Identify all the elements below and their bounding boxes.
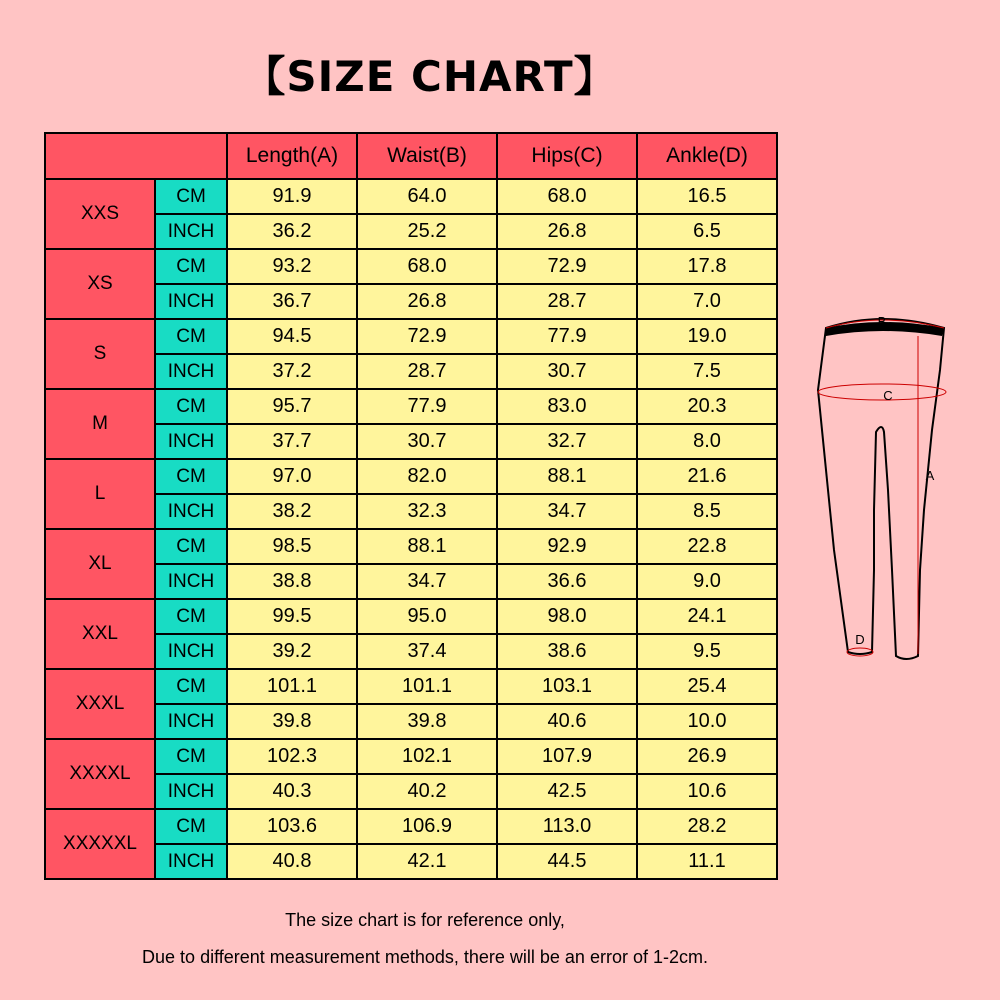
size-label: S — [45, 319, 155, 389]
value-cell: 28.2 — [637, 809, 777, 844]
value-cell: 38.8 — [227, 564, 357, 599]
unit-label: INCH — [155, 704, 227, 739]
table-row — [45, 599, 777, 634]
value-cell: 40.2 — [357, 774, 497, 809]
size-label: XXXXXL — [45, 809, 155, 879]
value-cell: 40.8 — [227, 844, 357, 879]
table-row — [45, 739, 777, 774]
value-cell: 28.7 — [357, 354, 497, 389]
value-cell: 9.0 — [637, 564, 777, 599]
value-cell: 7.0 — [637, 284, 777, 319]
value-cell: 88.1 — [497, 459, 637, 494]
unit-label: INCH — [155, 284, 227, 319]
value-cell: 17.8 — [637, 249, 777, 284]
size-label: XXL — [45, 599, 155, 669]
table-row — [45, 319, 777, 354]
table-body — [45, 179, 777, 879]
value-cell: 36.6 — [497, 564, 637, 599]
table-row — [45, 284, 777, 319]
leggings-diagram — [812, 310, 962, 670]
header-ankle: Ankle(D) — [637, 133, 777, 179]
value-cell: 99.5 — [227, 599, 357, 634]
size-chart-table — [44, 132, 778, 880]
value-cell: 83.0 — [497, 389, 637, 424]
value-cell: 64.0 — [357, 179, 497, 214]
value-cell: 16.5 — [637, 179, 777, 214]
table-row — [45, 389, 777, 424]
table-row — [45, 529, 777, 564]
table-header-row — [45, 133, 777, 179]
value-cell: 7.5 — [637, 354, 777, 389]
value-cell: 93.2 — [227, 249, 357, 284]
value-cell: 34.7 — [357, 564, 497, 599]
value-cell: 6.5 — [637, 214, 777, 249]
value-cell: 26.9 — [637, 739, 777, 774]
size-label: XXXXL — [45, 739, 155, 809]
value-cell: 101.1 — [357, 669, 497, 704]
value-cell: 37.2 — [227, 354, 357, 389]
value-cell: 102.1 — [357, 739, 497, 774]
label-c: C — [883, 388, 893, 403]
value-cell: 38.6 — [497, 634, 637, 669]
value-cell: 95.7 — [227, 389, 357, 424]
value-cell: 97.0 — [227, 459, 357, 494]
value-cell: 39.8 — [357, 704, 497, 739]
value-cell: 39.2 — [227, 634, 357, 669]
value-cell: 98.0 — [497, 599, 637, 634]
unit-label: CM — [155, 249, 227, 284]
value-cell: 37.4 — [357, 634, 497, 669]
unit-label: CM — [155, 319, 227, 354]
header-hips: Hips(C) — [497, 133, 637, 179]
value-cell: 42.1 — [357, 844, 497, 879]
value-cell: 32.7 — [497, 424, 637, 459]
unit-label: CM — [155, 669, 227, 704]
value-cell: 39.8 — [227, 704, 357, 739]
value-cell: 42.5 — [497, 774, 637, 809]
value-cell: 91.9 — [227, 179, 357, 214]
size-label: L — [45, 459, 155, 529]
value-cell: 26.8 — [357, 284, 497, 319]
header-waist: Waist(B) — [357, 133, 497, 179]
value-cell: 36.7 — [227, 284, 357, 319]
value-cell: 25.4 — [637, 669, 777, 704]
table-row — [45, 424, 777, 459]
leggings-outline — [818, 319, 944, 659]
unit-label: INCH — [155, 774, 227, 809]
header-corner — [45, 133, 227, 179]
value-cell: 82.0 — [357, 459, 497, 494]
value-cell: 10.6 — [637, 774, 777, 809]
unit-label: INCH — [155, 214, 227, 249]
table-row — [45, 669, 777, 704]
value-cell: 21.6 — [637, 459, 777, 494]
unit-label: CM — [155, 389, 227, 424]
value-cell: 107.9 — [497, 739, 637, 774]
unit-label: CM — [155, 529, 227, 564]
value-cell: 98.5 — [227, 529, 357, 564]
value-cell: 102.3 — [227, 739, 357, 774]
value-cell: 77.9 — [357, 389, 497, 424]
table-row — [45, 704, 777, 739]
value-cell: 32.3 — [357, 494, 497, 529]
value-cell: 40.6 — [497, 704, 637, 739]
unit-label: CM — [155, 809, 227, 844]
value-cell: 68.0 — [497, 179, 637, 214]
label-b: B — [877, 314, 887, 329]
value-cell: 20.3 — [637, 389, 777, 424]
value-cell: 19.0 — [637, 319, 777, 354]
table-row — [45, 179, 777, 214]
value-cell: 68.0 — [357, 249, 497, 284]
unit-label: CM — [155, 739, 227, 774]
unit-label: INCH — [155, 424, 227, 459]
value-cell: 37.7 — [227, 424, 357, 459]
value-cell: 88.1 — [357, 529, 497, 564]
value-cell: 72.9 — [357, 319, 497, 354]
value-cell: 8.5 — [637, 494, 777, 529]
value-cell: 40.3 — [227, 774, 357, 809]
value-cell: 106.9 — [357, 809, 497, 844]
unit-label: INCH — [155, 354, 227, 389]
value-cell: 25.2 — [357, 214, 497, 249]
value-cell: 8.0 — [637, 424, 777, 459]
table-row — [45, 494, 777, 529]
value-cell: 92.9 — [497, 529, 637, 564]
unit-label: CM — [155, 599, 227, 634]
table-row — [45, 459, 777, 494]
unit-label: INCH — [155, 634, 227, 669]
size-label: XS — [45, 249, 155, 319]
table-row — [45, 249, 777, 284]
table-row — [45, 844, 777, 879]
value-cell: 30.7 — [497, 354, 637, 389]
size-label: XXXL — [45, 669, 155, 739]
value-cell: 77.9 — [497, 319, 637, 354]
value-cell: 24.1 — [637, 599, 777, 634]
table-row — [45, 809, 777, 844]
unit-label: CM — [155, 179, 227, 214]
value-cell: 103.1 — [497, 669, 637, 704]
value-cell: 113.0 — [497, 809, 637, 844]
table-row — [45, 214, 777, 249]
footnote — [0, 902, 850, 976]
table-row — [45, 634, 777, 669]
unit-label: INCH — [155, 494, 227, 529]
value-cell: 11.1 — [637, 844, 777, 879]
value-cell: 34.7 — [497, 494, 637, 529]
size-label: XL — [45, 529, 155, 599]
value-cell: 9.5 — [637, 634, 777, 669]
unit-label: INCH — [155, 564, 227, 599]
size-label: XXS — [45, 179, 155, 249]
label-d: D — [855, 632, 865, 647]
unit-label: INCH — [155, 844, 227, 879]
label-a: A — [925, 468, 935, 483]
footnote-line-1: The size chart is for reference only, — [285, 910, 565, 930]
value-cell: 72.9 — [497, 249, 637, 284]
value-cell: 38.2 — [227, 494, 357, 529]
size-label: M — [45, 389, 155, 459]
value-cell: 44.5 — [497, 844, 637, 879]
value-cell: 26.8 — [497, 214, 637, 249]
value-cell: 10.0 — [637, 704, 777, 739]
value-cell: 36.2 — [227, 214, 357, 249]
header-length: Length(A) — [227, 133, 357, 179]
table-row — [45, 564, 777, 599]
unit-label: CM — [155, 459, 227, 494]
footnote-line-2: Due to different measurement methods, there will be an error of 1-2cm. — [142, 947, 708, 967]
page-title: 【SIZE CHART】 — [243, 52, 617, 101]
value-cell: 103.6 — [227, 809, 357, 844]
value-cell: 95.0 — [357, 599, 497, 634]
value-cell: 101.1 — [227, 669, 357, 704]
table-row — [45, 774, 777, 809]
value-cell: 22.8 — [637, 529, 777, 564]
table-row — [45, 354, 777, 389]
value-cell: 30.7 — [357, 424, 497, 459]
value-cell: 28.7 — [497, 284, 637, 319]
value-cell: 94.5 — [227, 319, 357, 354]
